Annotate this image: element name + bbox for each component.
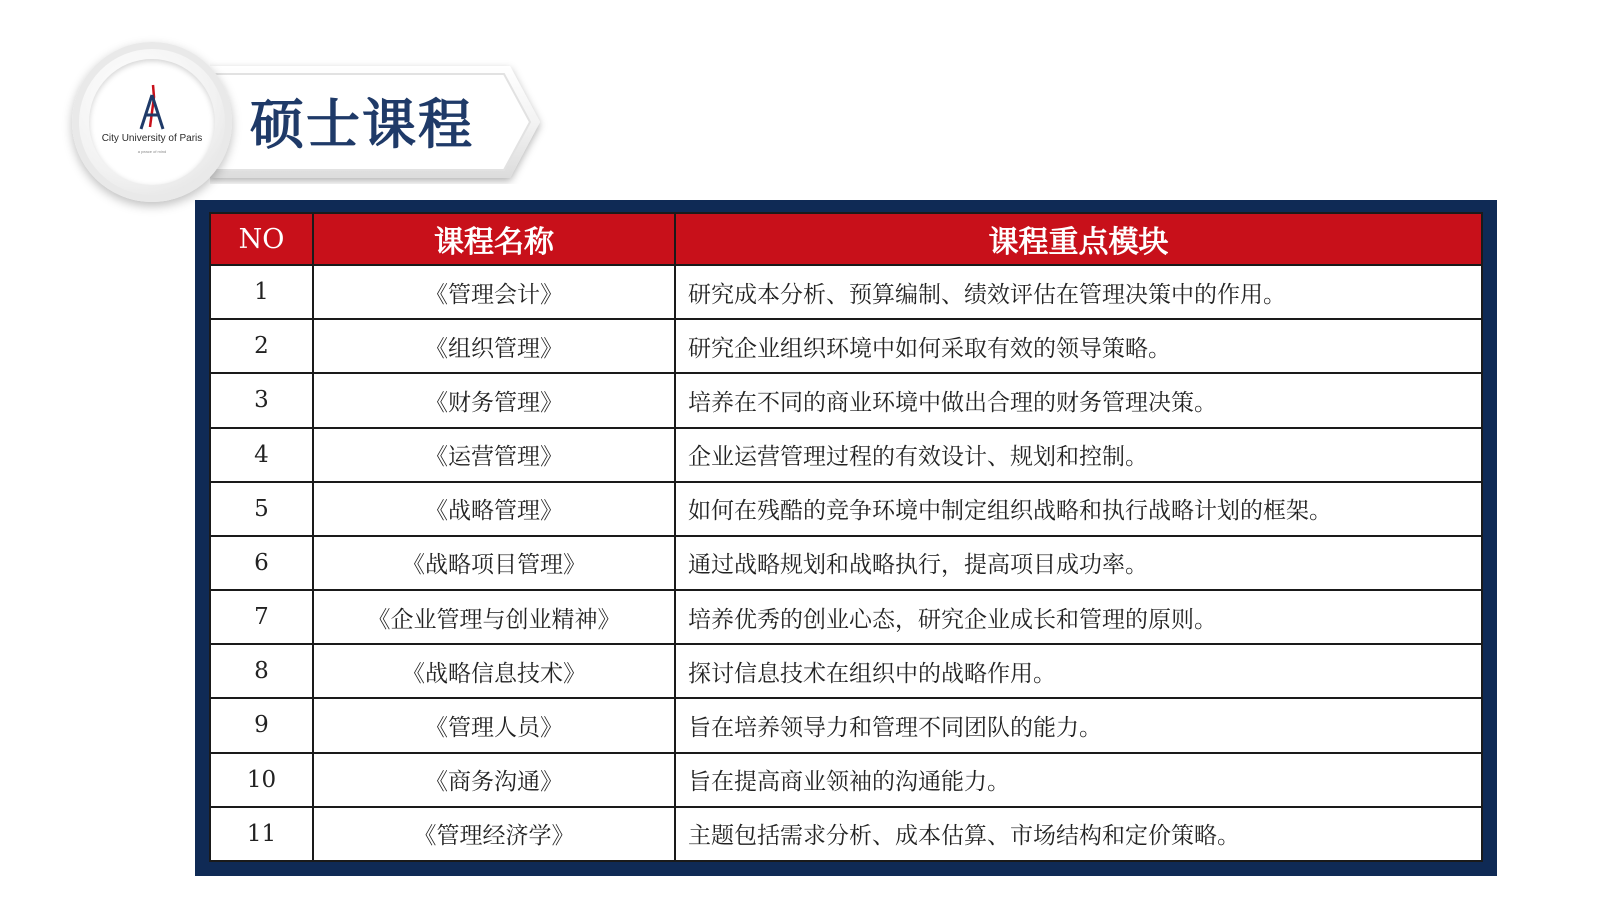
table-row <box>210 319 1482 373</box>
course-description: 研究企业组织环境中如何采取有效的领导策略。 <box>675 319 1482 373</box>
row-number: 6 <box>210 536 313 590</box>
course-name: 《组织管理》 <box>313 319 675 373</box>
course-name: 《管理经济学》 <box>313 807 675 861</box>
course-name: 《运营管理》 <box>313 428 675 482</box>
row-number: 4 <box>210 428 313 482</box>
table-row <box>210 536 1482 590</box>
table-row <box>210 698 1482 752</box>
logo-name: City University of Paris <box>101 133 203 144</box>
table-row <box>210 644 1482 698</box>
table-row <box>210 807 1482 861</box>
course-name: 《企业管理与创业精神》 <box>313 590 675 644</box>
page-title: 硕士课程 <box>250 93 474 156</box>
header-course-modules: 课程重点模块 <box>675 213 1482 265</box>
course-description: 主题包括需求分析、成本估算、市场结构和定价策略。 <box>675 807 1482 861</box>
eiffel-tower-icon <box>133 83 171 131</box>
course-table <box>209 212 1483 862</box>
course-name: 《战略信息技术》 <box>313 644 675 698</box>
course-name: 《管理会计》 <box>313 265 675 319</box>
course-description: 培养在不同的商业环境中做出合理的财务管理决策。 <box>675 373 1482 427</box>
table-header-row <box>210 213 1482 265</box>
course-description: 旨在培养领导力和管理不同团队的能力。 <box>675 698 1482 752</box>
title-banner <box>210 60 550 184</box>
table-row <box>210 265 1482 319</box>
university-logo <box>72 42 232 202</box>
row-number: 2 <box>210 319 313 373</box>
table-row <box>210 482 1482 536</box>
row-number: 9 <box>210 698 313 752</box>
course-description: 旨在提高商业领袖的沟通能力。 <box>675 753 1482 807</box>
table-row <box>210 373 1482 427</box>
row-number: 10 <box>210 753 313 807</box>
course-description: 研究成本分析、预算编制、绩效评估在管理决策中的作用。 <box>675 265 1482 319</box>
course-table-frame <box>195 200 1497 876</box>
logo-tagline: a peace of mind <box>137 149 167 154</box>
logo-inner-circle <box>89 59 215 185</box>
course-description: 培养优秀的创业心态，研究企业成长和管理的原则。 <box>675 590 1482 644</box>
row-number: 1 <box>210 265 313 319</box>
course-description: 探讨信息技术在组织中的战略作用。 <box>675 644 1482 698</box>
course-name: 《战略项目管理》 <box>313 536 675 590</box>
course-name: 《商务沟通》 <box>313 753 675 807</box>
table-row <box>210 753 1482 807</box>
table-row <box>210 428 1482 482</box>
course-name: 《战略管理》 <box>313 482 675 536</box>
row-number: 7 <box>210 590 313 644</box>
header-course-name: 课程名称 <box>313 213 675 265</box>
course-description: 企业运营管理过程的有效设计、规划和控制。 <box>675 428 1482 482</box>
course-description: 通过战略规划和战略执行，提高项目成功率。 <box>675 536 1482 590</box>
course-name: 《财务管理》 <box>313 373 675 427</box>
row-number: 8 <box>210 644 313 698</box>
row-number: 11 <box>210 807 313 861</box>
row-number: 5 <box>210 482 313 536</box>
row-number: 3 <box>210 373 313 427</box>
course-description: 如何在残酷的竞争环境中制定组织战略和执行战略计划的框架。 <box>675 482 1482 536</box>
header-no: NO <box>210 213 313 265</box>
table-row <box>210 590 1482 644</box>
course-name: 《管理人员》 <box>313 698 675 752</box>
